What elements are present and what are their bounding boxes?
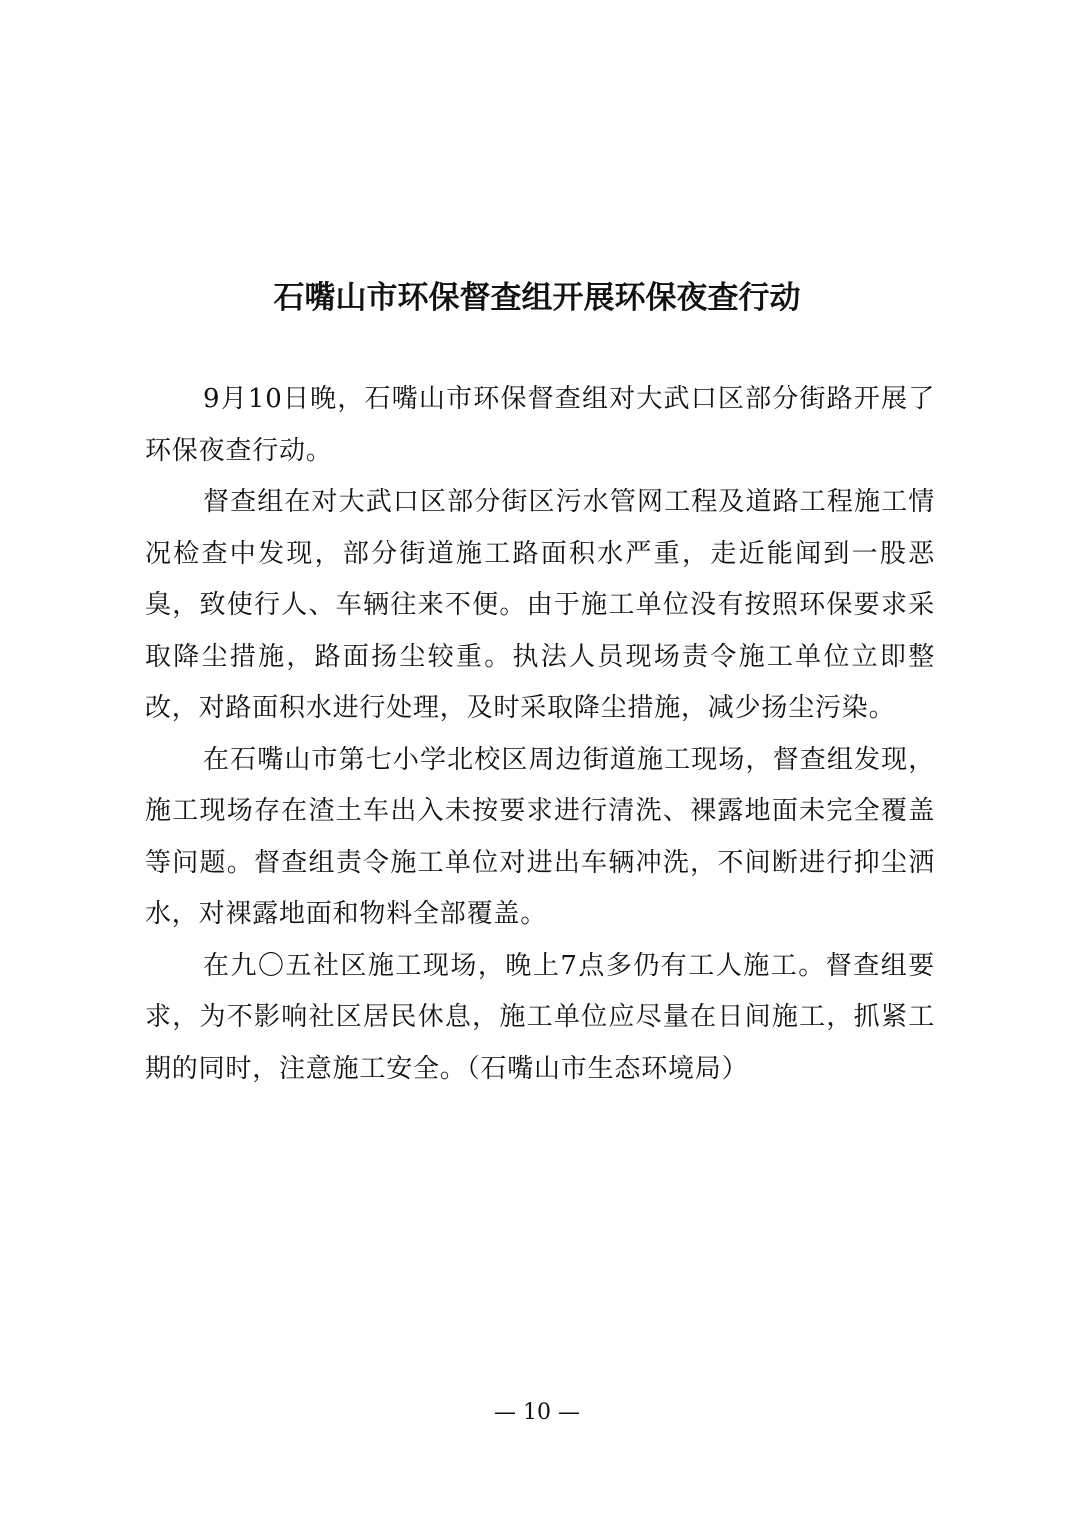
paragraph-4: 在九〇五社区施工现场，晚上7点多仍有工人施工。督查组要求，为不影响社区居民休息，施工单位应尽量在日间施工，抓紧工期的同时，注意施工安全。（石嘴山市生态环境局） [145,950,935,1084]
page-number: — 10 — [494,1400,580,1425]
document-title: 石嘴山市环保督查组开展环保夜查行动 [273,280,801,316]
document-body [145,374,935,1095]
paragraph-1: 9月10日晚，石嘴山市环保督查组对大武口区部分街路开展了环保夜查行动。 [145,384,935,466]
paragraph-3: 在石嘴山市第七小学北校区周边街道施工现场，督查组发现，施工现场存在渣土车出入未按要求进行清洗、裸露地面未完全覆盖等问题。督查组责令施工单位对进出车辆冲洗，不间断进行抑尘洒水，对裸露地面和物料全部覆盖。 [145,744,935,929]
paragraph-2: 督查组在对大武口区部分街区污水管网工程及道路工程施工情况检查中发现，部分街道施工路面积水严重，走近能闻到一股恶臭，致使行人、车辆往来不便。由于施工单位没有按照环保要求采取降尘措施，路面扬尘较重。执法人员现场责令施工单位立即整改，对路面积水进行处理，及时采取降尘措施，减少扬尘污染。 [145,487,935,723]
